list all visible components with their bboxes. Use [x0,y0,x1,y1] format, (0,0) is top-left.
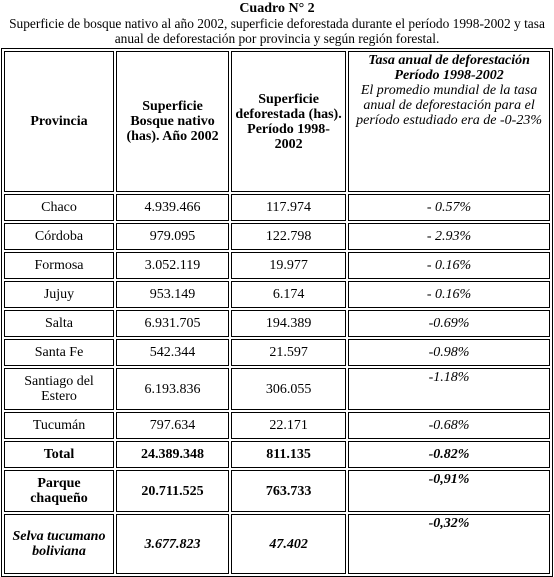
cell-provincia: Jujuy [4,281,114,308]
document [0,1,554,576]
cell-tasa: -0.69% [348,310,550,337]
header-provincia: Provincia [4,51,114,192]
cell-tasa: - 0.16% [348,252,550,279]
header-superficie-deforestada: Superficie deforestada (has). Período 1998-2002 [231,51,346,192]
table-row [4,412,550,439]
total-deforestada: 811.135 [231,441,346,468]
deforestation-table [1,48,553,577]
selva-row [4,514,550,574]
table-row [4,339,550,366]
cell-bosque: 953.149 [116,281,229,308]
cell-tasa: -1.18% [348,368,550,410]
cell-bosque: 542.344 [116,339,229,366]
cell-provincia: Santa Fe [4,339,114,366]
selva-deforestada: 47.402 [231,514,346,574]
cell-deforestada: 117.974 [231,194,346,221]
table-row [4,368,550,410]
header-tasa [348,51,550,192]
cell-bosque: 797.634 [116,412,229,439]
cell-tasa: - 2.93% [348,223,550,250]
cell-provincia: Chaco [4,194,114,221]
cell-tasa: -0.68% [348,412,550,439]
parque-tasa: -0,91% [348,470,550,512]
total-bosque: 24.389.348 [116,441,229,468]
cell-tasa: - 0.16% [348,281,550,308]
cell-deforestada: 6.174 [231,281,346,308]
parque-label: Parque chaqueño [4,470,114,512]
header-row [4,51,550,192]
parque-row [4,470,550,512]
parque-bosque: 20.711.525 [116,470,229,512]
cell-provincia: Formosa [4,252,114,279]
total-row [4,441,550,468]
cell-deforestada: 194.389 [231,310,346,337]
cell-provincia: Córdoba [4,223,114,250]
cell-bosque: 6.193.836 [116,368,229,410]
cell-bosque: 6.931.705 [116,310,229,337]
selva-label: Selva tucumano boliviana [4,514,114,574]
cell-deforestada: 306.055 [231,368,346,410]
selva-bosque: 3.677.823 [116,514,229,574]
header-superficie-bosque: Superficie Bosque nativo (has). Año 2002 [116,51,229,192]
table-row [4,194,550,221]
cell-deforestada: 21.597 [231,339,346,366]
cell-bosque: 3.052.119 [116,252,229,279]
table-row [4,281,550,308]
cell-bosque: 4.939.466 [116,194,229,221]
cell-deforestada: 22.171 [231,412,346,439]
table-row [4,223,550,250]
cell-tasa: - 0.57% [348,194,550,221]
table-row [4,310,550,337]
total-tasa: -0.82% [348,441,550,468]
parque-deforestada: 763.733 [231,470,346,512]
cell-bosque: 979.095 [116,223,229,250]
header-tasa-title: Tasa anual de deforestación Período 1998-2002 [368,53,530,83]
header-tasa-note: El promedio mundial de la tasa anual de deforestación para el período estudiado era de -0-23% [356,83,542,128]
total-label: Total [4,441,114,468]
cell-provincia: Santiago del Estero [4,368,114,410]
cell-tasa: -0.98% [348,339,550,366]
table-title: Cuadro N° 2 [239,1,315,16]
table-subtitle: Superficie de bosque nativo al año 2002, superficie deforestada durante el período 1998-2002 y tasa anual de deforestación por provincia y según región forestal. [9,16,545,46]
cell-provincia: Salta [4,310,114,337]
cell-deforestada: 19.977 [231,252,346,279]
cell-deforestada: 122.798 [231,223,346,250]
table-row [4,252,550,279]
selva-tasa: -0,32% [348,514,550,574]
cell-provincia: Tucumán [4,412,114,439]
